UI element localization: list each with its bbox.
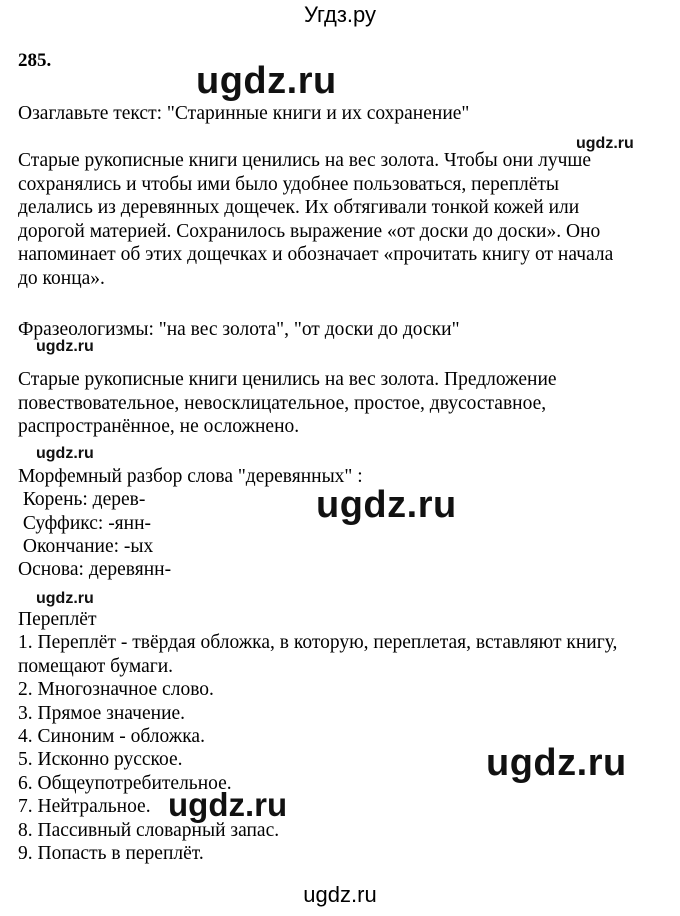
paragraph-line: делались из деревянных дощечек. Их обтягивали тонкой кожей или	[18, 197, 580, 218]
paragraph-line: напоминает об этих дощечках и обозначает «прочитать книгу от начала	[18, 244, 614, 265]
word-analysis-item: 9. Попасть в переплёт.	[18, 843, 204, 865]
site-header: Угдз.ру	[303, 2, 377, 27]
analysis-line: Старые рукописные книги ценились на вес золота. Предложение	[18, 369, 557, 390]
word-analysis-item: 5. Исконно русское.	[18, 749, 183, 771]
watermark: ugdz.ru	[36, 590, 94, 607]
morpheme-ending: Окончание: -ых	[18, 535, 154, 557]
watermark: ugdz.ru	[168, 786, 288, 823]
analysis-line: повествовательное, невосклицательное, простое, двусоставное,	[18, 392, 547, 414]
site-footer: ugdz.ru	[303, 882, 377, 907]
watermark: ugdz.ru	[36, 445, 94, 462]
title-line: Озаглавьте текст: "Старинные книги и их сохранение"	[18, 103, 470, 124]
paragraph-line: до конца».	[18, 267, 105, 289]
watermark: ugdz.ru	[316, 484, 457, 526]
morpheme-root: Корень: дерев-	[18, 489, 146, 511]
word-analysis-item: 7. Нейтральное.	[18, 796, 151, 818]
watermark: ugdz.ru	[576, 135, 634, 152]
paragraph-line: сохранялись и чтобы ими было удобнее пользоваться, переплёты	[18, 173, 560, 195]
analysis-line: распространённое, не осложнено.	[18, 416, 300, 437]
phraseologisms: Фразеологизмы: "на вес золота", "от доски до доски"	[18, 319, 460, 340]
watermark: ugdz.ru	[196, 60, 337, 102]
morpheme-stem: Основа: деревянн-	[18, 559, 172, 581]
morpheme-suffix: Суффикс: -янн-	[18, 512, 152, 534]
morpheme-analysis	[18, 465, 363, 581]
word-analysis-item: 8. Пассивный словарный запас.	[18, 819, 280, 841]
word-analysis-item: 2. Многозначное слово.	[18, 679, 214, 701]
paragraph-line: дорогой материей. Сохранилось выражение «от доски до доски». Оно	[18, 220, 601, 242]
watermark: ugdz.ru	[486, 742, 627, 784]
exercise-number: 285.	[18, 50, 52, 71]
word-analysis-item: помещают бумаги.	[18, 655, 174, 677]
sentence-analysis	[18, 368, 557, 439]
word-analysis-item: 4. Синоним - обложка.	[18, 726, 205, 748]
word-heading: Переплёт	[18, 609, 97, 630]
word-analysis-item: 3. Прямое значение.	[18, 702, 186, 724]
word-analysis-item: 1. Переплёт - твёрдая обложка, в которую, переплетая, вставляют книгу,	[18, 632, 618, 654]
source-paragraph	[18, 149, 613, 290]
morpheme-heading: Морфемный разбор слова "деревянных" :	[18, 466, 363, 487]
word-analysis	[18, 608, 617, 865]
word-analysis-item: 6. Общеупотребительное.	[18, 772, 232, 794]
watermark: ugdz.ru	[36, 338, 94, 355]
paragraph-line: Старые рукописные книги ценились на вес золота. Чтобы они лучше	[18, 150, 592, 171]
